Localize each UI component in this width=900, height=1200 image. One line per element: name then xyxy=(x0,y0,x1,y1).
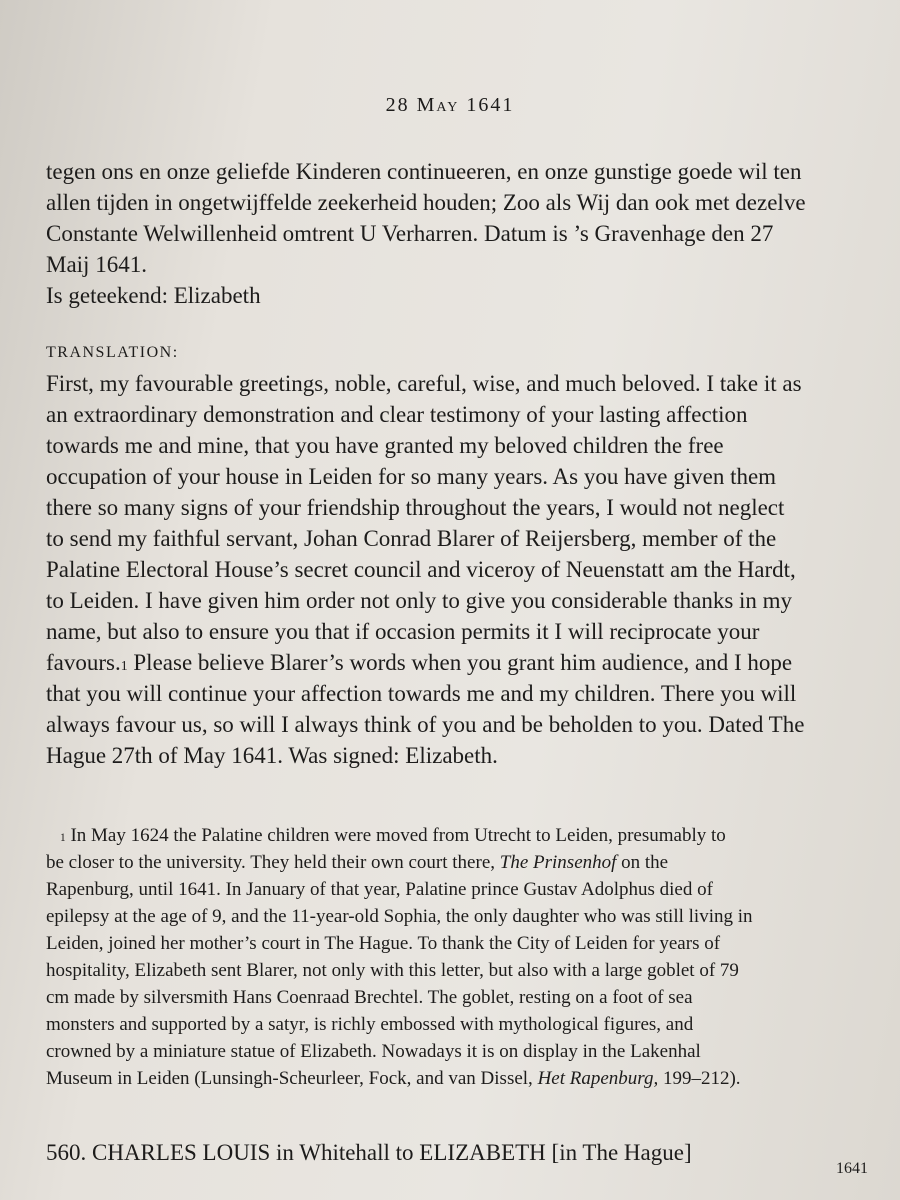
next-letter-heading: 560. CHARLES LOUIS in Whitehall to ELIZABETH [in The Hague] xyxy=(46,1140,692,1165)
footnote-line: monsters and supported by a satyr, is richly embossed with mythological figures, and xyxy=(46,1014,694,1035)
translation-line: that you will continue your affection towards me and my children. There you will xyxy=(46,681,797,706)
translation-line: Palatine Electoral House’s secret council and viceroy of Neuenstatt am the Hardt, xyxy=(46,557,796,582)
translation-line: always favour us, so will I always think of you and be beholden to you. Dated The xyxy=(46,712,805,737)
footnote-line: cm made by silversmith Hans Coenraad Brechtel. The goblet, resting on a foot of sea xyxy=(46,987,693,1008)
footnote-line: Leiden, joined her mother’s court in The Hague. To thank the City of Leiden for years of xyxy=(46,933,721,954)
next-letter-date: 1641 xyxy=(836,1160,868,1177)
translation-line xyxy=(46,647,872,678)
footnote-text: on the xyxy=(621,852,669,873)
footnote-reference[interactable]: 1 xyxy=(120,658,128,673)
translation-label: TRANSLATION: xyxy=(46,344,179,361)
footnote-line xyxy=(46,822,872,849)
dutch-line: tegen ons en onze geliefde Kinderen continueeren, en onze gunstige goede wil ten xyxy=(46,159,802,184)
translation-text-fragment: favours. xyxy=(46,650,121,675)
translation-line: towards me and mine, that you have granted my beloved children the free xyxy=(46,433,724,458)
footnote-line xyxy=(46,1065,872,1092)
footnote-marker: 1 xyxy=(60,832,66,844)
dutch-line: allen tijden in ongetwijffelde zeekerheid houden; Zoo als Wij dan ook met dezelve xyxy=(46,190,806,215)
footnote xyxy=(46,822,872,1092)
running-head: 28 May 1641 xyxy=(385,94,515,116)
translation-line: to send my faithful servant, Johan Conrad Blarer of Reijersberg, member of the xyxy=(46,526,777,551)
translation-line: to Leiden. I have given him order not only to give you considerable thanks in my xyxy=(46,588,793,613)
dutch-line: Constante Welwillenheid omtrent U Verharren. Datum is ’s Gravenhage den 27 xyxy=(46,221,774,246)
translation-line: an extraordinary demonstration and clear testimony of your lasting affection xyxy=(46,402,748,427)
translation-line: there so many signs of your friendship throughout the years, I would not neglect xyxy=(46,495,785,520)
translation-line: Hague 27th of May 1641. Was signed: Elizabeth. xyxy=(46,743,498,768)
footnote-text: 199–212). xyxy=(662,1068,741,1089)
footnote-italic: Het Rapenburg, xyxy=(537,1068,659,1089)
footnote-line: epilepsy at the age of 9, and the 11-year-old Sophia, the only daughter who was still living in xyxy=(46,906,753,927)
footnote-line: hospitality, Elizabeth sent Blarer, not only with this letter, but also with a large goblet of 79 xyxy=(46,960,739,981)
footnote-line: Rapenburg, until 1641. In January of that year, Palatine prince Gustav Adolphus died of xyxy=(46,879,713,900)
dutch-line: Maij 1641. xyxy=(46,252,147,277)
translation-line: name, but also to ensure you that if occasion permits it I will reciprocate your xyxy=(46,619,760,644)
footnote-line: crowned by a miniature statue of Elizabeth. Nowadays it is on display in the Lakenhal xyxy=(46,1041,701,1062)
dutch-text xyxy=(46,156,872,311)
footnote-line xyxy=(46,849,872,876)
dutch-line: Is geteekend: Elizabeth xyxy=(46,283,261,308)
footnote-italic: The Prinsenhof xyxy=(499,852,617,873)
footnote-text: be closer to the university. They held their own court there, xyxy=(46,852,496,873)
translation-text xyxy=(46,368,872,771)
translation-line: First, my favourable greetings, noble, careful, wise, and much beloved. I take it as xyxy=(46,371,802,396)
footnote-text: In May 1624 the Palatine children were moved from Utrecht to Leiden, presumably to xyxy=(70,825,726,846)
footnote-text: Museum in Leiden (Lunsingh-Scheurleer, Fock, and van Dissel, xyxy=(46,1068,533,1089)
translation-text-fragment: Please believe Blarer’s words when you grant him audience, and I hope xyxy=(127,650,793,675)
translation-line: occupation of your house in Leiden for so many years. As you have given them xyxy=(46,464,777,489)
